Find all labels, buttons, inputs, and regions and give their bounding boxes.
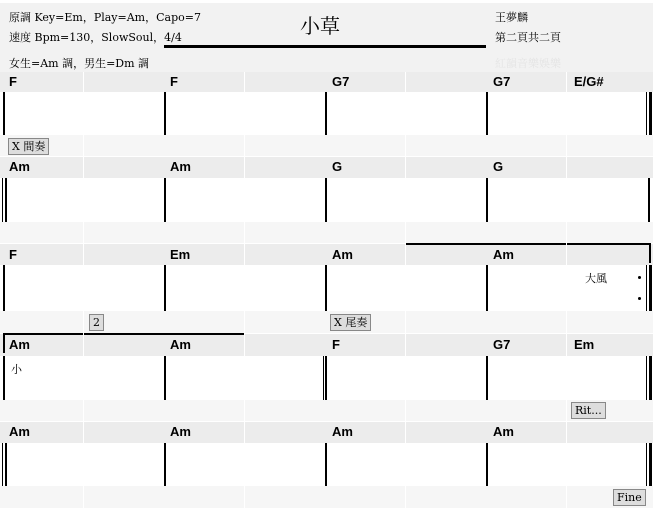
barline [2,178,3,222]
header-rule [164,45,486,48]
lyric-band [0,400,653,421]
barline [486,356,488,400]
grid-divider [83,72,84,508]
fine-marker: Fine [613,489,646,506]
barline-end [649,92,652,135]
chord-band [0,334,653,356]
rit-marker: Rit... [571,402,606,419]
chord-label: F [332,337,340,352]
ending-2-marker: 2 [89,314,104,331]
chord-label: Am [170,337,191,352]
volta-hook [649,243,651,263]
lyric-band [0,135,653,156]
barline [646,92,647,135]
volta-line [406,243,650,245]
barline [3,356,5,400]
repeat-dot [638,276,641,279]
barline [648,178,650,222]
lyric-band [0,222,653,243]
chord-label: Em [574,337,595,352]
barline-end [649,356,652,400]
barline [325,356,327,400]
barline [646,356,647,400]
chord-label: G [493,159,504,174]
barline [164,178,166,222]
barline-repeat [649,265,652,311]
repeat-dot [638,297,641,300]
chord-label: G7 [493,74,511,89]
chord-label: G [332,159,343,174]
barline [5,178,7,222]
chord-label: Em [170,247,191,262]
barline [164,265,166,311]
chord-label: E/G# [574,74,604,89]
vocal-info: 女生=Am 調，男生=Dm 調 [9,57,150,70]
chord-band [0,244,653,265]
chord-label: Am [170,424,191,439]
barline [164,356,166,400]
chord-label: G7 [493,337,511,352]
grid-divider [405,72,406,508]
chord-label: F [9,247,17,262]
chord-label: Am [9,424,30,439]
barline [164,443,166,486]
chord-label: Am [493,424,514,439]
barline [164,92,166,135]
barline [325,265,327,311]
song-title: 小草 [300,14,340,38]
chord-label: F [170,74,178,89]
artist-name: 王夢麟 [495,11,528,24]
barline [646,443,647,486]
barline [3,265,5,311]
barline [486,265,488,311]
volta-hook [3,333,5,353]
tempo-info: 速度 Bpm=130，SlowSoul，4/4 [9,31,182,44]
lyric-band [0,486,653,508]
barline [2,443,3,486]
barline [486,92,488,135]
chord-label: Am [9,159,30,174]
page-info: 第二頁共二頁 [495,31,561,44]
grid-divider [244,72,245,508]
barline [486,443,488,486]
barline [5,443,7,486]
volta-line [3,333,245,335]
chord-label: Am [9,337,30,352]
grid-divider [566,72,567,508]
interlude-marker: X 間奏 [8,138,49,155]
chord-label: G7 [332,74,350,89]
chord-band [0,157,653,178]
barline [646,265,647,311]
barline-final [649,443,652,486]
chord-band [0,72,653,92]
barline [3,92,5,135]
barline [325,92,327,135]
barline [323,356,324,400]
watermark-text: 紅韻音樂娛樂 [495,57,561,70]
chord-band [0,422,653,443]
chord-label: Am [170,159,191,174]
barline [486,178,488,222]
barline [325,178,327,222]
barline [325,443,327,486]
lyric-wind: 大風 [585,272,607,285]
chord-label: F [9,74,17,89]
key-info: 原調 Key=Em，Play=Am，Capo=7 [9,11,201,24]
chord-label: Am [493,247,514,262]
chord-label: Am [332,424,353,439]
chord-label: Am [332,247,353,262]
outro-marker: X 尾奏 [330,314,371,331]
lyric-small: 小 [11,363,22,376]
